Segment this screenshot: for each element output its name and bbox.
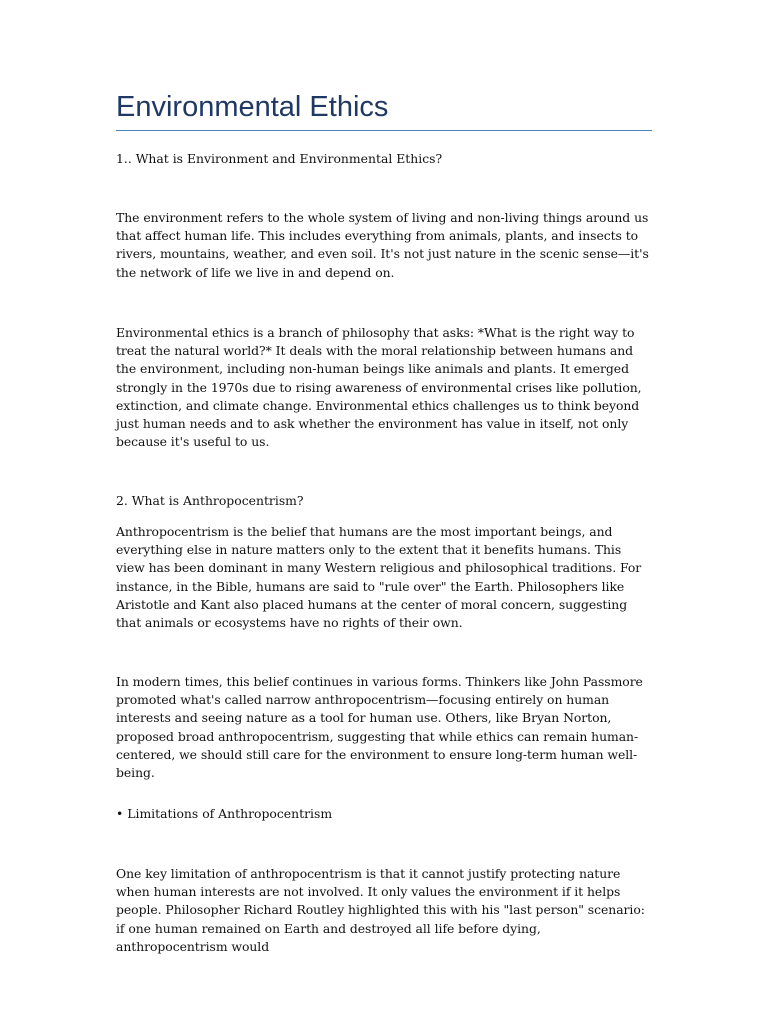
document-title: Environmental Ethics [116,91,389,123]
document-page [116,88,652,954]
section-heading-2: 2. What is Anthropocentrism? [116,493,304,508]
section-heading-1: 1.. What is Environment and Environmental Ethics? [116,151,443,166]
bullet-heading-limitations: • Limitations of Anthropocentrism [116,806,333,821]
paragraph-limitations: One key limitation of anthropocentrism is that it cannot justify protecting nature when human interests are not involved. It only values the environment if it helps people. Philosopher Richard Routley highlighted this with his "last person" scenario: if one human remained on Earth and destroyed all life before dying, anthropocentrism would [116,866,645,954]
paragraph-anthropocentrism: Anthropocentrism is the belief that humans are the most important beings, and everything else in nature matters only to the extent that it benefits humans. This view has been dominant in many Western religious and philosophical traditions. For instance, in the Bible, humans are said to "rule over" the Earth. Philosophers like Aristotle and Kant also placed humans at the center of moral concern, suggesting that animals or ecosystems have no rights of their own. [116,524,642,631]
paragraph-environment: The environment refers to the whole system of living and non-living things around us that affect human life. This includes everything from animals, plants, and insects to rivers, mountains, weather, and even soil. It's not just nature in the scenic sense—it's the network of life we live in and depend on. [116,210,649,280]
title-underline [116,130,652,131]
paragraph-modern-anthropocentrism: In modern times, this belief continues in various forms. Thinkers like John Passmore promoted what's called narrow anthropocentrism—focusing entirely on human interests and seeing nature as a tool for human use. Others, like Bryan Norton, proposed broad anthropocentrism, suggesting that while ethics can remain human-centered, we should still care for the environment to ensure long-term human well-being. [116,674,643,781]
paragraph-environmental-ethics: Environmental ethics is a branch of philosophy that asks: *What is the right way to treat the natural world?* It deals with the moral relationship between humans and the environment, including non-human beings like animals and plants. It emerged strongly in the 1970s due to rising awareness of environmental crises like pollution, extinction, and climate change. Environmental ethics challenges us to think beyond just human needs and to ask whether the environment has value in itself, not only because it's useful to us. [116,325,642,450]
